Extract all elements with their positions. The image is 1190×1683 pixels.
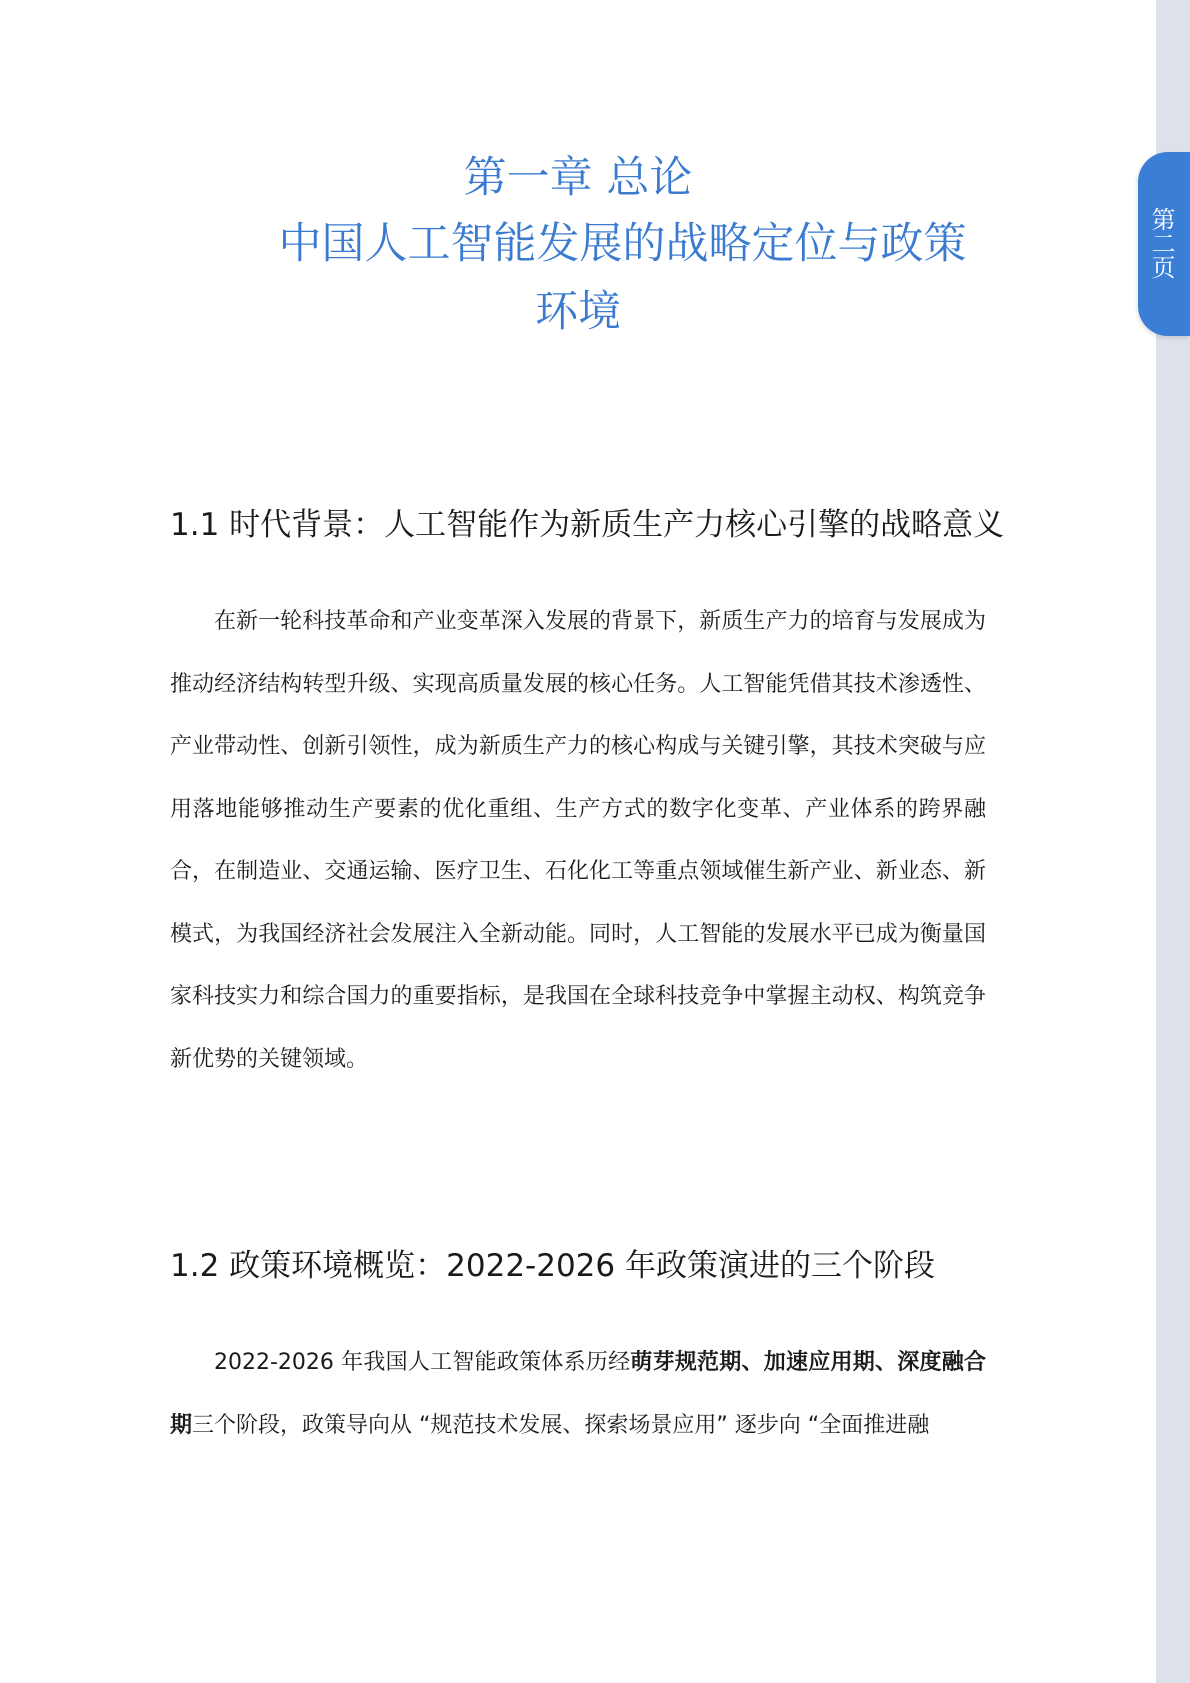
section-1-2-title: 1.2 政策环境概览：2022-2026 年政策演进的三个阶段 xyxy=(170,1248,935,1284)
chapter-subtitle-line-2: 环境 xyxy=(535,287,621,337)
section-1-2-paragraph xyxy=(170,1332,986,1457)
paragraph-text-suffix: 三个阶段，政策导向从 “规范技术发展、探索场景应用” 逐步向 “全面推进融 xyxy=(192,1412,930,1438)
section-1-1-title: 1.1 时代背景：人工智能作为新质生产力核心引擎的战略意义 xyxy=(170,507,1005,543)
paragraph-text-prefix: 2022-2026 年我国人工智能政策体系历经 xyxy=(214,1350,631,1375)
page-tab-label: 第二页 xyxy=(1147,207,1175,279)
chapter-heading: 第一章 总论 xyxy=(463,153,693,203)
paragraph-emphasis-stages: 萌芽规范期、加速应用期、深度融合期 xyxy=(170,1350,986,1438)
chapter-subtitle-line-1: 中国人工智能发展的战略定位与政策 xyxy=(278,219,967,269)
section-1-1-paragraph: 在新一轮科技革命和产业变革深入发展的背景下，新质生产力的培育与发展成为推动经济结构转型升级、实现高质量发展的核心任务。人工智能凭借其技术渗透性、产业带动性、创新引领性，成为新质生产力的核心构成与关键引擎，其技术突破与应用落地能够推动生产要素的优化重组、生产方式的数字化变革、产业体系的跨界融合，在制造业、交通运输、医疗卫生、石化化工等重点领域催生新产业、新业态、新模式，为我国经济社会发展注入全新动能。同时，人工智能的发展水平已成为衡量国家科技实力和综合国力的重要指标，是我国在全球科技竞争中掌握主动权、构筑竞争新优势的关键领域。 xyxy=(170,609,986,1072)
